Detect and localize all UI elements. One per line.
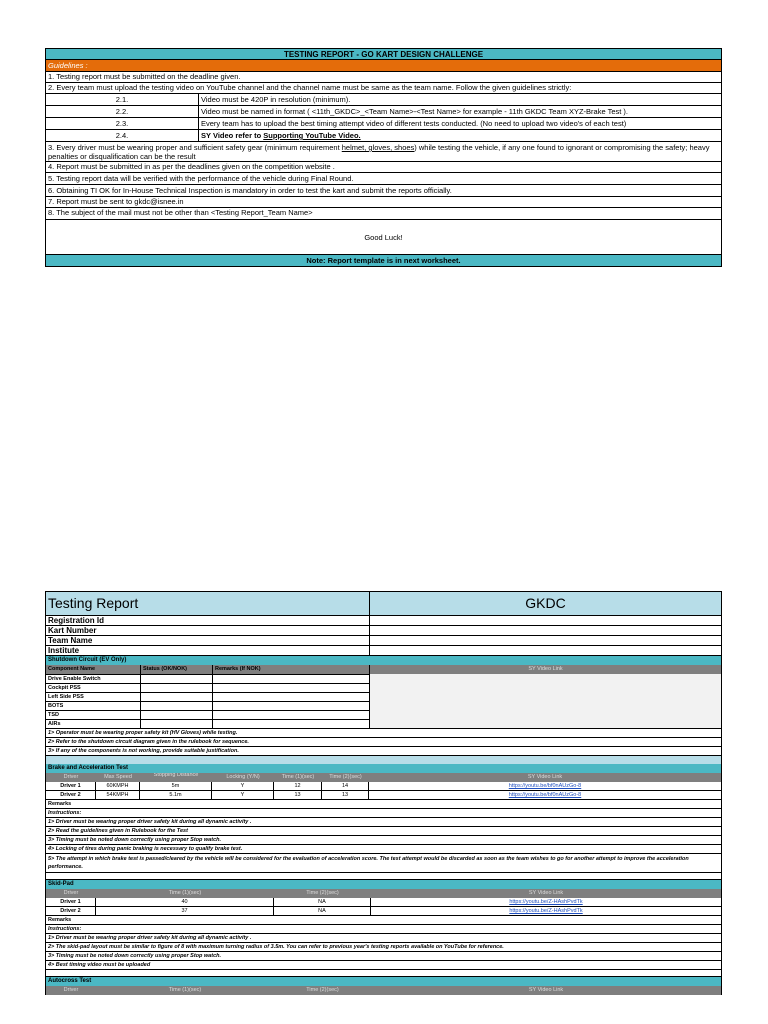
remarks-cell[interactable] <box>213 711 369 719</box>
time-2[interactable]: NA <box>274 898 371 906</box>
component-name: Drive Enable Switch <box>46 675 141 683</box>
col-time-2: Time (2)(sec) <box>306 987 339 993</box>
time-2[interactable]: 13 <box>322 791 369 799</box>
col-stopping-distance: Stopping Distance <box>153 773 199 778</box>
status-cell[interactable] <box>141 675 213 683</box>
field-value[interactable] <box>370 636 721 645</box>
skidpad-note-4: 4> Best timing video must be uploaded <box>45 961 722 970</box>
shutdown-row <box>46 683 369 692</box>
time-2[interactable]: NA <box>274 907 371 915</box>
component-name: BOTS <box>46 702 141 710</box>
sub-number: 2.3. <box>46 118 199 129</box>
col-time-1: Time (1)(sec) <box>168 890 202 896</box>
skidpad-note-1: 1> Driver must be wearing proper driver safety kit during all dynamic activity . <box>45 934 722 943</box>
component-name: Cockpit PSS <box>46 684 141 692</box>
component-name: TSD <box>46 711 141 719</box>
col-locking: Locking (Y/N) <box>226 774 260 780</box>
field-institute <box>45 646 722 656</box>
sy-video-label: SY Video refer to <box>201 131 264 140</box>
skidpad-row <box>45 907 722 916</box>
max-speed[interactable]: 60KMPH <box>96 782 140 790</box>
skidpad-note-3: 3> Timing must be noted down correctly using proper Stop watch. <box>45 952 722 961</box>
stopping-distance[interactable]: 5.1m <box>140 791 212 799</box>
spacer <box>45 756 722 764</box>
time-1[interactable]: 13 <box>274 791 322 799</box>
section-skidpad: Skid-Pad <box>45 880 722 889</box>
locking[interactable]: Y <box>212 782 274 790</box>
col-time-1: Time (1)(sec) <box>168 987 202 993</box>
shutdown-row <box>46 710 369 719</box>
shutdown-note-2: 2> Refer to the shutdown circuit diagram given in the rulebook for sequence. <box>45 738 722 747</box>
shutdown-row <box>46 692 369 701</box>
skidpad-instructions: Instructions: <box>45 925 722 934</box>
col-remarks: Remarks (If NOK) <box>215 666 261 672</box>
remarks-cell[interactable] <box>213 720 369 728</box>
guideline-item-3 <box>45 142 722 162</box>
guideline-sub-2-3 <box>45 118 722 130</box>
skidpad-header <box>45 889 722 898</box>
col-video-link: SY Video Link <box>370 665 721 674</box>
brake-note-4: 4> Locking of tires during panic braking is necessary to qualify brake test. <box>45 845 722 854</box>
col-video-link: SY Video Link <box>527 774 563 780</box>
sub-number: 2.2. <box>46 106 199 117</box>
driver-name: Driver 2 <box>46 791 96 799</box>
video-link[interactable]: https://youtu.be/bf0nAUzGo-8 <box>508 783 582 789</box>
brake-note-2: 2> Read the guidelines given in Rulebook for the Test <box>45 827 722 836</box>
spacer <box>45 873 722 880</box>
brake-note-3: 3> Timing must be noted down correctly using proper Stop watch. <box>45 836 722 845</box>
status-cell[interactable] <box>141 711 213 719</box>
remarks-cell[interactable] <box>213 675 369 683</box>
report-header <box>45 591 722 616</box>
sy-video-definition: Supporting YouTube Video. <box>263 131 361 140</box>
field-kart-number <box>45 626 722 636</box>
guideline-item-1: 1. Testing report must be submitted on the deadline given. <box>45 72 722 83</box>
shutdown-note-3: 3> If any of the components is not working, provide suitable justification. <box>45 747 722 756</box>
guideline-item-5: 5. Testing report data will be verified with the performance of the vehicle during Final Round. <box>45 173 722 185</box>
skidpad-remarks: Remarks <box>45 916 722 925</box>
driver-name: Driver 1 <box>46 898 96 906</box>
field-label: Institute <box>46 646 370 655</box>
shutdown-components <box>46 665 370 728</box>
good-luck: Good Luck! <box>45 219 722 255</box>
report-title: Testing Report <box>46 592 370 615</box>
guideline-sub-2-2 <box>45 106 722 118</box>
spacer <box>45 970 722 977</box>
driver-name: Driver 1 <box>46 782 96 790</box>
col-component: Component Name <box>46 665 141 674</box>
time-1[interactable]: 37 <box>96 907 274 915</box>
field-label: Team Name <box>46 636 370 645</box>
guidelines-header: Guidelines : <box>45 60 722 72</box>
guideline-item-7[interactable]: 7. Report must be sent to gkdc@isnee.in <box>45 197 722 208</box>
shutdown-header <box>46 665 369 674</box>
col-driver: Driver <box>63 987 79 993</box>
remarks-cell[interactable] <box>213 684 369 692</box>
field-value[interactable] <box>370 626 721 635</box>
stopping-distance[interactable]: 5m <box>140 782 212 790</box>
video-link[interactable]: https://youtu.be/Z-HAshPvdTk <box>509 899 583 905</box>
guideline-item-2: 2. Every team must upload the testing video on YouTube channel and the channel name must be same as the team name. Follow the given guidelines strictly: <box>45 83 722 94</box>
time-1[interactable]: 40 <box>96 898 274 906</box>
section-shutdown: Shutdown Circuit (EV Only) <box>45 656 722 665</box>
brake-instructions: Instructions: <box>45 809 722 818</box>
component-name: AIRs <box>46 720 141 728</box>
shutdown-table <box>45 665 722 729</box>
col-driver: Driver <box>63 890 79 896</box>
status-cell[interactable] <box>141 702 213 710</box>
remarks-cell[interactable] <box>213 693 369 701</box>
brake-note-1: 1> Driver must be wearing proper driver safety kit during all dynamic activity . <box>45 818 722 827</box>
col-time-1: Time (1)(sec) <box>281 774 315 780</box>
field-label: Kart Number <box>46 626 370 635</box>
col-max-speed: Max Speed <box>104 774 132 780</box>
field-label: Registration Id <box>46 616 370 625</box>
component-name: Left Side PSS <box>46 693 141 701</box>
brake-row <box>45 782 722 791</box>
skidpad-row <box>45 898 722 907</box>
brake-header <box>45 773 722 782</box>
col-video-link: SY Video Link <box>528 987 564 993</box>
item3-text-b: ) while testing the vehicle, if any one found to ignorant or compromising the safety; heavy penalties or disqualification can be the result <box>48 143 710 161</box>
remarks-cell[interactable] <box>213 702 369 710</box>
sub-text: Every team has to upload the best timing attempt video of different tests conducted. (No need to upload two video's of each test) <box>201 119 627 128</box>
guideline-sub-2-1 <box>45 94 722 106</box>
guideline-item-4: 4. Report must be submitted in as per the deadlines given on the competition website . <box>45 162 722 173</box>
shutdown-video-cell[interactable] <box>370 674 721 728</box>
guideline-sub-2-4 <box>45 130 722 142</box>
skidpad-note-2: 2> The skid-pad layout must be similar to figure of 8 with maximum turning radius of 3.5m. You can refer to previous year's testing reports available on YouTube for reference. <box>45 943 722 952</box>
brake-note-5: 5> The attempt in which brake test is passed/cleared by the vehicle will be considered for the evaluation of acceleration score. The test attempt would be discarded as soon as the team wishes to go for another attempt to improve the acceleration performance. <box>45 854 722 873</box>
sub-text <box>199 130 721 141</box>
guidelines-sheet <box>45 48 722 267</box>
item3-text-a: 3. Every driver must be wearing proper and sufficient safety gear (minimum requirement <box>48 143 342 152</box>
col-video-link: SY Video Link <box>528 890 564 896</box>
sub-text: Video must be 420P in resolution (minimum). <box>201 95 351 104</box>
max-speed[interactable]: 54KMPH <box>96 791 140 799</box>
locking[interactable]: Y <box>212 791 274 799</box>
col-status: Status (OK/NOK) <box>141 665 213 674</box>
video-link[interactable]: https://youtu.be/Z-HAshPvdTk <box>509 908 583 914</box>
shutdown-video <box>370 665 721 728</box>
item3-safety-gear: helmet, gloves, shoes <box>341 143 415 152</box>
time-1[interactable]: 12 <box>274 782 322 790</box>
guideline-item-8: 8. The subject of the mail must not be other than <Testing Report_Team Name> <box>45 208 722 219</box>
section-autocross: Autocross Test <box>45 977 722 986</box>
field-registration-id <box>45 616 722 626</box>
col-time-2: Time (2)(sec) <box>306 890 339 896</box>
status-cell[interactable] <box>141 684 213 692</box>
shutdown-row <box>46 719 369 728</box>
template-note: Note: Report template is in next worksheet. <box>45 255 722 267</box>
col-driver: Driver <box>63 774 79 780</box>
col-time-2: Time (2)(sec) <box>329 774 362 780</box>
report-sheet <box>45 591 722 995</box>
sub-text: Video must be named in format ( <11th_GKDC>_<Team Name>-<Test Name> for example - 11th GKDC Team XYZ-Brake Test ). <box>201 107 628 116</box>
status-cell[interactable] <box>141 693 213 701</box>
brake-remarks: Remarks <box>45 800 722 809</box>
brake-row <box>45 791 722 800</box>
field-value[interactable] <box>370 616 721 625</box>
field-team-name <box>45 636 722 646</box>
shutdown-row <box>46 674 369 683</box>
shutdown-row <box>46 701 369 710</box>
field-value[interactable] <box>370 646 721 655</box>
report-event: GKDC <box>525 595 566 611</box>
section-brake: Brake and Acceleration Test <box>45 764 722 773</box>
sub-number: 2.4. <box>46 130 199 141</box>
shutdown-note-1: 1> Operator must be wearing proper safety kit (HV Gloves) while testing. <box>45 729 722 738</box>
sub-number: 2.1. <box>46 94 199 105</box>
status-cell[interactable] <box>141 720 213 728</box>
driver-name: Driver 2 <box>46 907 96 915</box>
guideline-item-6: 6. Obtaining TI OK for In-House Technical Inspection is mandatory in order to test the kart and submit the reports officially. <box>45 185 722 197</box>
time-2[interactable]: 14 <box>322 782 369 790</box>
guidelines-title: TESTING REPORT - GO KART DESIGN CHALLENGE <box>45 48 722 60</box>
autocross-header <box>45 986 722 995</box>
video-link[interactable]: https://youtu.be/bf0nAUzGo-8 <box>508 792 582 798</box>
